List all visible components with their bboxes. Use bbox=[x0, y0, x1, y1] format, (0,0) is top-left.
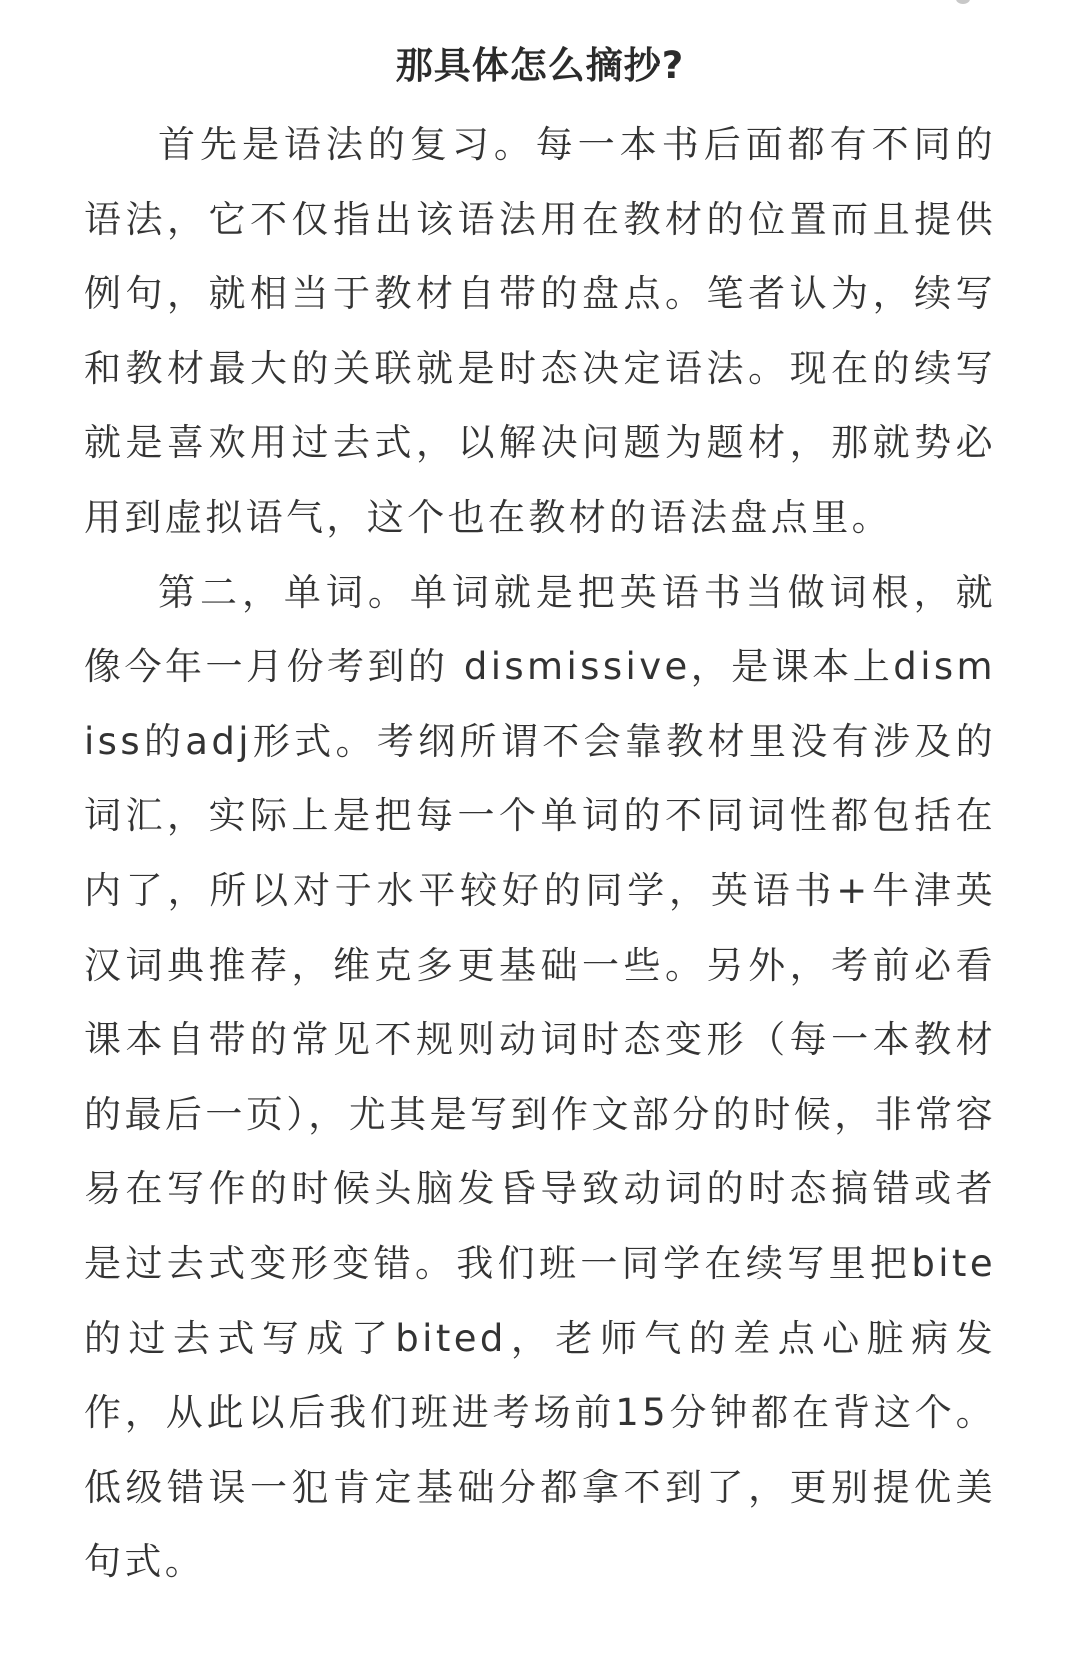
article-body bbox=[84, 108, 996, 1600]
paragraph-grammar: 首先是语法的复习。每一本书后面都有不同的语法，它不仅指出该语法用在教材的位置而且提供例句，就相当于教材自带的盘点。笔者认为，续写和教材最大的关联就是时态决定语法。现在的续写就是喜欢用过去式，以解决问题为题材，那就势必用到虚拟语气，这个也在教材的语法盘点里。 bbox=[84, 123, 996, 539]
section-heading: 那具体怎么摘抄? bbox=[395, 44, 685, 87]
status-indicator-icon bbox=[956, 0, 970, 4]
paragraph-vocabulary: 第二，单词。单词就是把英语书当做词根，就像今年一月份考到的 dismissive，是课本上dismiss的adj形式。考纲所谓不会靠教材里没有涉及的词汇，实际上是把每一个单词的不同词性都包括在内了，所以对于水平较好的同学，英语书+牛津英汉词典推荐，维克多更基础一些。另外，考前必看课本自带的常见不规则动词时态变形（每一本教材的最后一页），尤其是写到作文部分的时候，非常容易在写作的时候头脑发昏导致动词的时态搞错或者是过去式变形变错。我们班一同学在续写里把bite的过去式写成了bited，老师气的差点心脏病发作，从此以后我们班进考场前15分钟都在背这个。低级错误一犯肯定基础分都拿不到了，更别提优美句式。 bbox=[84, 570, 996, 1584]
